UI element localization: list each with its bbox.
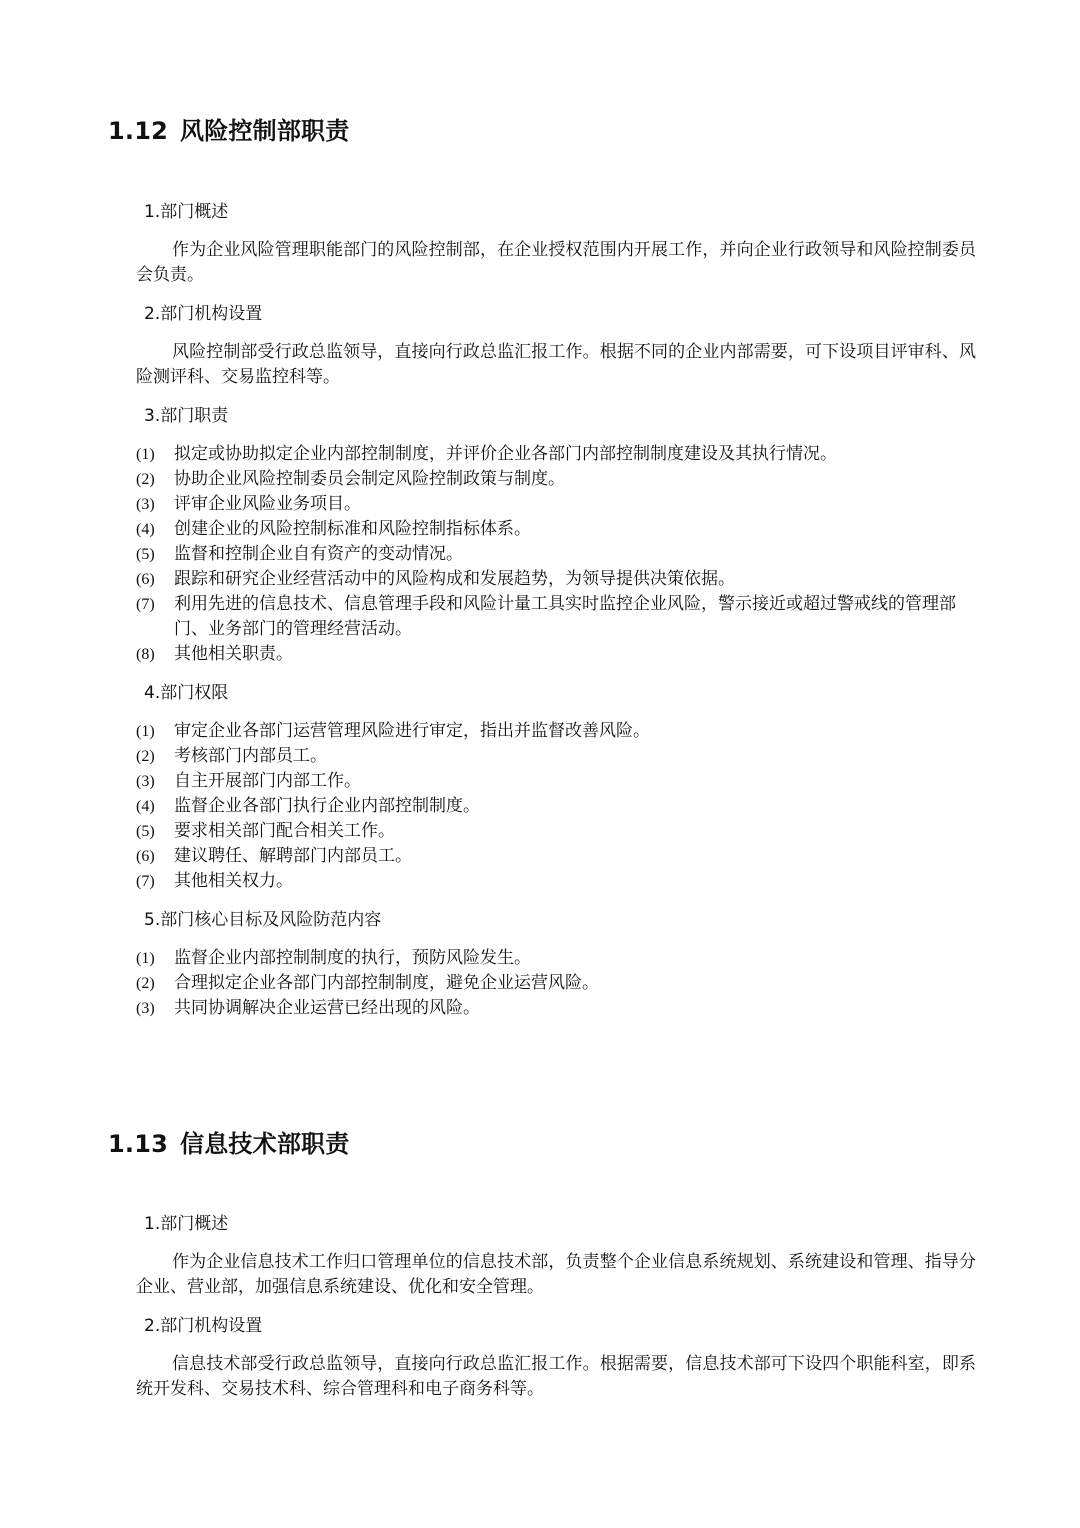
list-marker: (3): [136, 496, 155, 513]
list-marker: (7): [136, 873, 155, 890]
list-item-text: 评审企业风险业务项目。: [174, 494, 361, 514]
list-item: [136, 869, 976, 894]
list-item-text: 监督和控制企业自有资产的变动情况。: [174, 544, 463, 564]
list-marker: (3): [136, 773, 155, 790]
list-item: [136, 744, 976, 769]
list-marker: (4): [136, 521, 155, 538]
authority-heading: 4.部门权限: [144, 683, 229, 703]
list-marker: (5): [136, 546, 155, 563]
duties-heading: 3.部门职责: [144, 406, 229, 426]
list-item-text: 考核部门内部员工。: [174, 746, 327, 766]
list-item: [136, 467, 976, 492]
list-item-text: 拟定或协助拟定企业内部控制制度，并评价企业各部门内部控制制度建设及其执行情况。: [174, 444, 837, 464]
list-item: [136, 642, 976, 667]
list-item-text: 合理拟定企业各部门内部控制制度，避免企业运营风险。: [174, 973, 599, 993]
list-marker: (2): [136, 975, 155, 992]
list-item-text: 共同协调解决企业运营已经出现的风险。: [174, 998, 480, 1018]
list-item-text: 建议聘任、解聘部门内部员工。: [174, 846, 412, 866]
list-item: [136, 567, 976, 592]
overview-heading: 1.部门概述: [144, 202, 229, 222]
list-marker: (7): [136, 596, 155, 613]
section-title-text: 信息技术部职责: [180, 1130, 350, 1158]
section-information-technology: [0, 1126, 1080, 1402]
list-marker: (2): [136, 471, 155, 488]
goals-list: [136, 946, 976, 1021]
list-item: [136, 492, 976, 517]
list-marker: (1): [136, 723, 155, 740]
list-item-text: 监督企业各部门执行企业内部控制制度。: [174, 796, 480, 816]
list-item-text: 利用先进的信息技术、信息管理手段和风险计量工具实时监控企业风险，警示接近或超过警戒线的管理部门、业务部门的管理经营活动。: [174, 594, 956, 639]
list-item-text: 要求相关部门配合相关工作。: [174, 821, 395, 841]
section-title: [108, 113, 1080, 149]
overview-paragraph: 作为企业风险管理职能部门的风险控制部，在企业授权范围内开展工作，并向企业行政领导和风险控制委员会负责。: [136, 240, 976, 285]
list-item-text: 监督企业内部控制制度的执行，预防风险发生。: [174, 948, 531, 968]
list-item: [136, 844, 976, 869]
section-title: [108, 1126, 1080, 1162]
list-marker: (1): [136, 950, 155, 967]
duties-list: [136, 442, 976, 667]
org-heading: 2.部门机构设置: [144, 1316, 263, 1336]
list-item: [136, 517, 976, 542]
list-item: [136, 971, 976, 996]
org-paragraph: 风险控制部受行政总监领导，直接向行政总监汇报工作。根据不同的企业内部需要，可下设项目评审科、风险测评科、交易监控科等。: [136, 342, 976, 387]
list-item-text: 其他相关权力。: [174, 871, 293, 891]
list-item-text: 自主开展部门内部工作。: [174, 771, 361, 791]
list-marker: (6): [136, 848, 155, 865]
section-risk-control: [0, 113, 1080, 1021]
list-item-text: 协助企业风险控制委员会制定风险控制政策与制度。: [174, 469, 565, 489]
overview-heading: 1.部门概述: [144, 1214, 229, 1234]
list-item: [136, 442, 976, 467]
list-item: [136, 769, 976, 794]
list-marker: (2): [136, 748, 155, 765]
section-number: 1.12: [108, 117, 169, 145]
goals-heading: 5.部门核心目标及风险防范内容: [144, 910, 382, 930]
org-heading: 2.部门机构设置: [144, 304, 263, 324]
list-item-text: 其他相关职责。: [174, 644, 293, 664]
authority-list: [136, 719, 976, 894]
list-item: [136, 794, 976, 819]
section-title-text: 风险控制部职责: [180, 117, 350, 145]
section-number: 1.13: [108, 1130, 169, 1158]
list-item: [136, 946, 976, 971]
overview-paragraph: 作为企业信息技术工作归口管理单位的信息技术部，负责整个企业信息系统规划、系统建设和管理、指导分企业、营业部，加强信息系统建设、优化和安全管理。: [136, 1252, 976, 1297]
list-marker: (1): [136, 446, 155, 463]
list-item: [136, 592, 976, 642]
list-item: [136, 996, 976, 1021]
list-item-text: 跟踪和研究企业经营活动中的风险构成和发展趋势，为领导提供决策依据。: [174, 569, 735, 589]
list-item: [136, 542, 976, 567]
list-marker: (8): [136, 646, 155, 663]
list-item-text: 审定企业各部门运营管理风险进行审定，指出并监督改善风险。: [174, 721, 650, 741]
list-item-text: 创建企业的风险控制标准和风险控制指标体系。: [174, 519, 531, 539]
org-paragraph: 信息技术部受行政总监领导，直接向行政总监汇报工作。根据需要，信息技术部可下设四个职能科室，即系统开发科、交易技术科、综合管理科和电子商务科等。: [136, 1354, 976, 1399]
list-marker: (4): [136, 798, 155, 815]
list-item: [136, 719, 976, 744]
list-marker: (6): [136, 571, 155, 588]
list-item: [136, 819, 976, 844]
list-marker: (5): [136, 823, 155, 840]
list-marker: (3): [136, 1000, 155, 1017]
